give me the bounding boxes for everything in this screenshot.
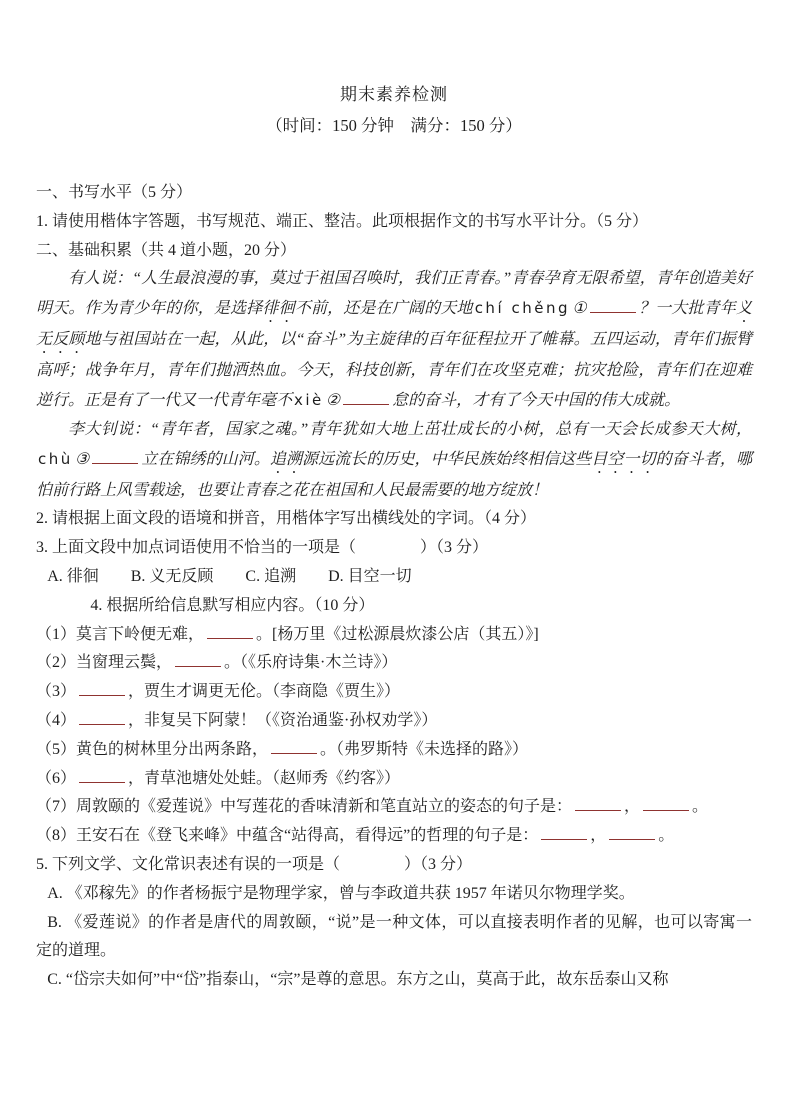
text-run: （5）黄色的树林里分出两条路， xyxy=(36,740,269,758)
q4-item-5 xyxy=(36,736,752,765)
answer-blank xyxy=(79,680,125,696)
q2-stem xyxy=(36,505,752,534)
pinyin-text: chí chěng xyxy=(474,299,571,318)
q3-options xyxy=(36,563,752,592)
answer-blank xyxy=(207,623,253,639)
text-run: 4. 根据所给信息默写相应内容。（10 分） xyxy=(90,596,375,614)
text-run: ， xyxy=(624,798,641,816)
q5-option-a xyxy=(36,880,752,909)
text-run: 李大钊说：“青年者，国家之魂。”青年犹如大地上茁壮成长的小树，总有一天会长成参天大树， xyxy=(68,420,752,438)
section-writing-heading xyxy=(36,179,752,208)
emphasized-word: 义无反顾 xyxy=(36,300,752,349)
text-run: 一、书写水平（5 分） xyxy=(36,184,193,201)
emphasized-word: 追溯 xyxy=(269,450,303,468)
text-run: （8）王安石在《登飞来峰》中蕴含“站得高，看得远”的哲理的句子是： xyxy=(36,827,539,845)
q4-item-8 xyxy=(36,822,752,851)
text-run: （3） xyxy=(36,683,77,701)
text-run: 二、基础积累（共 4 道小题，20 分） xyxy=(36,241,297,259)
answer-blank xyxy=(92,448,138,464)
text-run: 1. 请使用楷体字答题，书写规范、端正、整洁。此项根据作文的书写水平计分。（5 分） xyxy=(36,212,649,230)
text-run: （1）莫言下岭便无难， xyxy=(36,625,205,643)
section-accumulation-heading xyxy=(36,237,752,266)
text-run: 不前，还是在广阔的天地 xyxy=(294,300,473,318)
text-run: 。 xyxy=(692,798,709,816)
q4-item-7 xyxy=(36,793,752,822)
text-run: A. 《邓稼先》的作者杨振宁是物理学家，曾与李政道共获 1957 年诺贝尔物理学奖。 xyxy=(47,884,635,902)
q4-item-1 xyxy=(36,621,752,650)
text-run: 源远流长的历史，中华民族始终相信这些 xyxy=(302,450,592,468)
q4-item-4 xyxy=(36,707,752,736)
text-run: （7）周敦颐的《爱莲说》中写莲花的香味清新和笔直站立的姿态的句子是： xyxy=(36,798,573,816)
answer-blank xyxy=(175,651,221,667)
text-run: 。（弗罗斯特《未选择的路》） xyxy=(320,740,529,758)
text-run: 怠的奋斗，才有了今天中国的伟大成就。 xyxy=(392,391,681,409)
text-run: （2）当窗理云鬓， xyxy=(36,654,173,672)
pinyin-text: xiè xyxy=(294,390,324,409)
text-run: 2. 请根据上面文段的语境和拼音，用楷体字写出横线处的字词。（4 分） xyxy=(36,510,537,528)
passage-paragraph-1 xyxy=(36,265,752,415)
passage-paragraph-2 xyxy=(36,416,752,506)
q5-stem xyxy=(36,851,752,880)
text-run: ？一大批青年 xyxy=(638,300,736,318)
text-run: 。[杨万里《过松源晨炊漆公店（其五）》] xyxy=(256,625,539,643)
emphasized-word: 徘徊 xyxy=(262,300,295,318)
text-run: ，贾生才调更无伦。（李商隐《贾生》） xyxy=(128,683,401,701)
answer-blank xyxy=(590,297,636,313)
text-run: 。（《乐府诗集·木兰诗》） xyxy=(224,654,398,672)
exam-subtitle: （时间：150 分钟 满分：150 分） xyxy=(266,116,522,135)
exam-title: 期末素养检测 xyxy=(340,85,448,104)
q1-instruction xyxy=(36,208,752,237)
answer-blank xyxy=(343,389,389,405)
text-run: 地与祖国站在一起，从此，以“奋斗”为主旋律的百年征程拉开了帷幕。五四运动，青年们振臂高呼；战争年月，青年们抛洒热血。今天，科技创新，青年们在攻坚克难；抗灾抢险，青年们在迎难逆行。正是有了一代又一代青年毫不 xyxy=(36,331,752,409)
q4-item-3 xyxy=(36,678,752,707)
text-run: ② xyxy=(325,391,341,409)
text-run: ③ xyxy=(74,450,90,468)
q4-item-6 xyxy=(36,765,752,794)
q3-stem xyxy=(36,534,752,563)
q5-option-c xyxy=(36,966,752,995)
text-run: （6） xyxy=(36,769,77,787)
q4-stem xyxy=(36,592,752,621)
text-run: 3. 上面文段中加点词语使用不恰当的一项是（ ）（3 分） xyxy=(36,539,489,557)
answer-blank xyxy=(643,795,689,811)
pinyin-text: chù xyxy=(38,449,73,468)
text-run: 立在锦绣的山河。 xyxy=(141,450,270,468)
emphasized-word: 目空一切 xyxy=(591,450,656,468)
text-run: 有人说：“人生最浪漫的事，莫过于祖国召唤时，我们正青春。”青春孕育无限希望，青年创造美好明天。作为青少年的你，是选择 xyxy=(36,270,752,318)
answer-blank xyxy=(79,767,125,783)
text-run: 5. 下列文学、文化常识表述有误的一项是（ ）（3 分） xyxy=(36,855,473,873)
text-run: ，非复吴下阿蒙！（《资治通鉴·孙权劝学》） xyxy=(128,711,438,729)
q4-item-2 xyxy=(36,649,752,678)
answer-blank xyxy=(541,824,587,840)
text-run: B. 《爱莲说》的作者是唐代的周敦颐，“说”是一种文体，可以直接表明作者的见解，也可以寄寓一定的道理。 xyxy=(36,913,752,960)
answer-blank xyxy=(575,795,621,811)
q5-option-b xyxy=(36,909,752,967)
answer-blank xyxy=(609,824,655,840)
text-run: ， xyxy=(590,827,607,845)
text-run: 。 xyxy=(658,827,675,845)
text-run: 的奋斗者，哪怕前行路上风雪载途，也要让青春之花在祖国和人民最需要的地方绽放！ xyxy=(36,450,752,499)
text-run: ① xyxy=(572,300,587,318)
answer-blank xyxy=(271,738,317,754)
text-run: ，青草池塘处处蛙。（赵师秀《约客》） xyxy=(128,769,401,787)
text-run: C. “岱宗夫如何”中“岱”指泰山，“宗”是尊的意思。东方之山，莫高于此，故东岳泰山又称 xyxy=(47,971,669,989)
text-run: （4） xyxy=(36,711,77,729)
document-body xyxy=(36,179,752,995)
answer-blank xyxy=(79,709,125,725)
text-run: A. 徘徊 B. 义无反顾 C. 追溯 D. 目空一切 xyxy=(47,567,412,585)
